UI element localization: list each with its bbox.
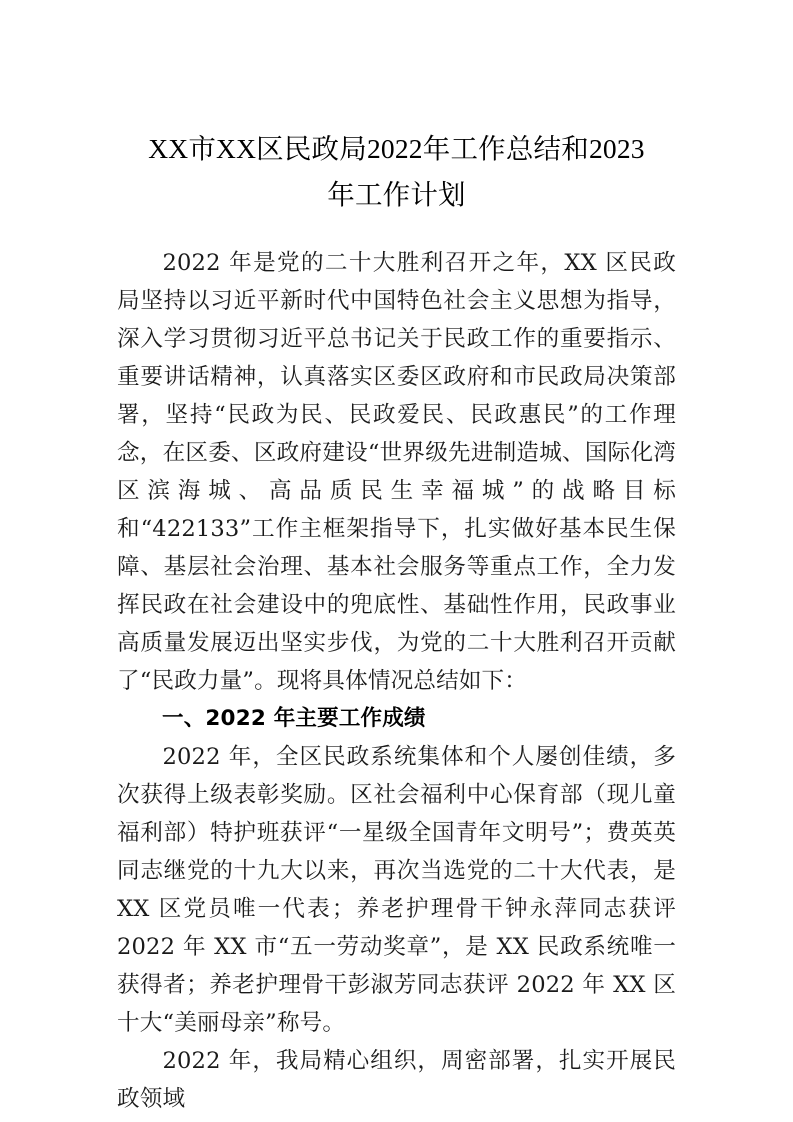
document-content bbox=[117, 126, 676, 1118]
page-title bbox=[117, 126, 676, 218]
paragraph-intro: 2022 年是党的二十大胜利召开之年，XX 区民政局坚持以习近平新时代中国特色社会主义思想为指导，深入学习贯彻习近平总书记关于民政工作的重要指示、重要讲话精神，认真落实区委区政府和市民政局决策部署，坚持“民政为民、民政爱民、民政惠民”的工作理念，在区委、区政府建设“世界级先进制造城、国际化湾区滨海城、高品质民生幸福城”的战略目标和“422133”工作主框架指导下，扎实做好基本民生保障、基层社会治理、基本社会服务等重点工作，全力发挥民政在社会建设中的兜底性、基础性作用，民政事业高质量发展迈出坚实步伐，为党的二十大胜利召开贡献了“民政力量”。现将具体情况总结如下： bbox=[117, 250, 676, 694]
section-heading-1: 一、2022 年主要工作成绩 bbox=[162, 706, 426, 731]
paragraph-continued: 2022 年，我局精心组织，周密部署，扎实开展民政领域 bbox=[117, 1048, 676, 1112]
paragraph-achievements: 2022 年，全区民政系统集体和个人屡创佳绩，多次获得上级表彰奖励。区社会福利中心保育部（现儿童福利部）特护班获评“一星级全国青年文明号”；费英英同志继党的十九大以来，再次当选党的二十大代表，是 XX 区党员唯一代表；养老护理骨干钟永萍同志获评 2022 年 XX 市“五一劳动奖章”，是 XX 民政系统唯一获得者；养老护理骨干彭淑芳同志获评 2022 年 XX 区十大“美丽母亲”称号。 bbox=[117, 744, 676, 1036]
page-title-line-1: XX市XX区民政局2022年工作总结和2023 bbox=[148, 133, 645, 164]
page-title-line-2: 年工作计划 bbox=[327, 179, 466, 210]
